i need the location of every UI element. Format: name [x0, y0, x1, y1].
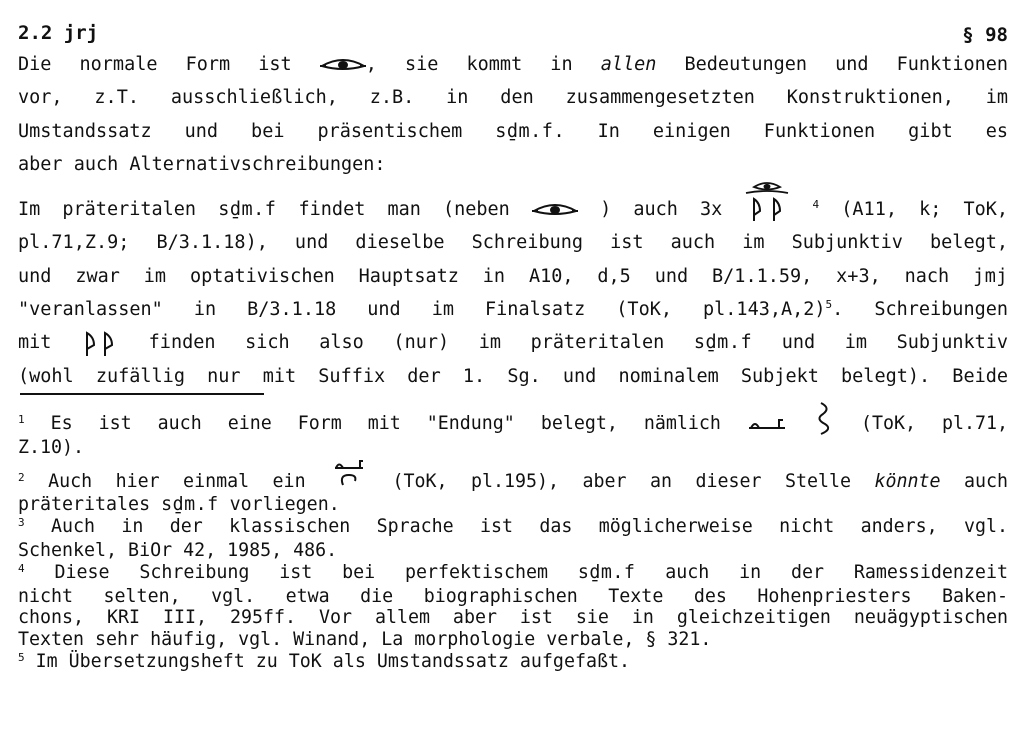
main-text [18, 48, 1008, 393]
footnote-4: $^4$ Diese Schreibung ist bei perfektischem sḏm.f auch in der Ramessidenzeit [18, 561, 1008, 583]
text-line: mit finden sich also (nur) im präteritalen sḏm.f und im Subjunktiv [18, 326, 1008, 359]
page [18, 0, 1008, 675]
paragraph-number: § 98 [962, 24, 1008, 46]
footnotes [18, 401, 1008, 675]
mouth-r-hieroglyph-icon [329, 459, 369, 489]
eye-reed-hieroglyph-group-icon [744, 181, 790, 223]
eye-hieroglyph-icon [532, 202, 578, 218]
transliteration: sḏm.f [693, 332, 753, 354]
text-line: aber auch Alternativschreibungen: [18, 153, 386, 175]
section-heading: 2.2 jrj [18, 22, 99, 44]
transliteration: jmj [973, 265, 1009, 287]
footnote-3-cont: Schenkel, BiOr 42, 1985, 486. [18, 539, 338, 561]
mouth-r-hieroglyph-icon [747, 417, 787, 431]
footnote-2: $^2$ Auch hier einmal ein (ToK, pl.195), aber an dieser Stelle könnte auch [18, 459, 1008, 495]
footnote-4-cont: nicht selten, vgl. etwa die biographischen Texte des Hohenpriesters Baken- [18, 585, 1008, 607]
eye-hieroglyph-icon [320, 57, 366, 73]
footnote-5: $^5$ Im Übersetzungsheft zu ToK als Umstandssatz aufgefaßt. [18, 650, 630, 672]
footnote-ref: 5 [825, 298, 833, 312]
footnote-4-cont: chons, KRI III, 295ff. Vor allem aber ist sie in gleichzeitigen neuägyptischen [18, 607, 1008, 629]
text-line: (wohl zufällig nur mit Suffix der 1. Sg. und nominalem Subjekt belegt). Beide [18, 365, 1008, 387]
footnote-divider [20, 393, 264, 395]
text-line: Die normale Form ist , sie kommt in allen Bedeutungen und Funktionen [18, 54, 1009, 75]
footnote-4-cont: Texten sehr häufig, vgl. Winand, La morphologie verbale, § 321. [18, 629, 712, 651]
footnote-3: $^3$ Auch in der klassischen Sprache ist das möglicherweise nicht anders, vgl. [18, 516, 1008, 538]
text-line: und zwar im optativischen Hauptsatz in A10, d,5 und B/1.1.59, x+3, nach jmj [18, 265, 1009, 287]
text-line: Umstandssatz und bei präsentischem sḏm.f. In einigen Funktionen gibt es [18, 120, 1008, 142]
text-line: "veranlassen" in B/3.1.18 und im Finalsatz (ToK, pl.143,A,2)$^5$. Schreibungen [18, 298, 1008, 321]
text-line: pl.71,Z.9; B/3.1.18), und dieselbe Schreibung ist auch im Subjunktiv belegt, [18, 232, 1008, 254]
text-line: vor, z.T. ausschließlich, z.B. in den zusammengesetzten Konstruktionen, im [18, 87, 1008, 109]
footnote-1-cont: Z.10). [18, 436, 85, 458]
twisted-flax-hieroglyph-icon [813, 401, 835, 435]
transliteration: sḏm.f [577, 561, 636, 583]
footnote-ref: 4 [812, 198, 820, 212]
transliteration: sḏm.f [218, 199, 277, 221]
page-header [18, 0, 1008, 48]
transliteration: sḏm.f [161, 494, 219, 516]
text-line: Im präteritalen sḏm.f findet man (neben ) auch 3x $^4$ (A11, k; ToK, [18, 181, 1008, 226]
footnote-2-cont: präteritales sḏm.f vorliegen. [18, 494, 340, 516]
reed-leaf-hieroglyph-icon [81, 329, 119, 357]
footnote-1: $^1$ Es ist auch eine Form mit "Endung" belegt, nämlich (ToK, pl.71, [18, 401, 1008, 437]
transliteration: sḏm.f [495, 120, 554, 142]
